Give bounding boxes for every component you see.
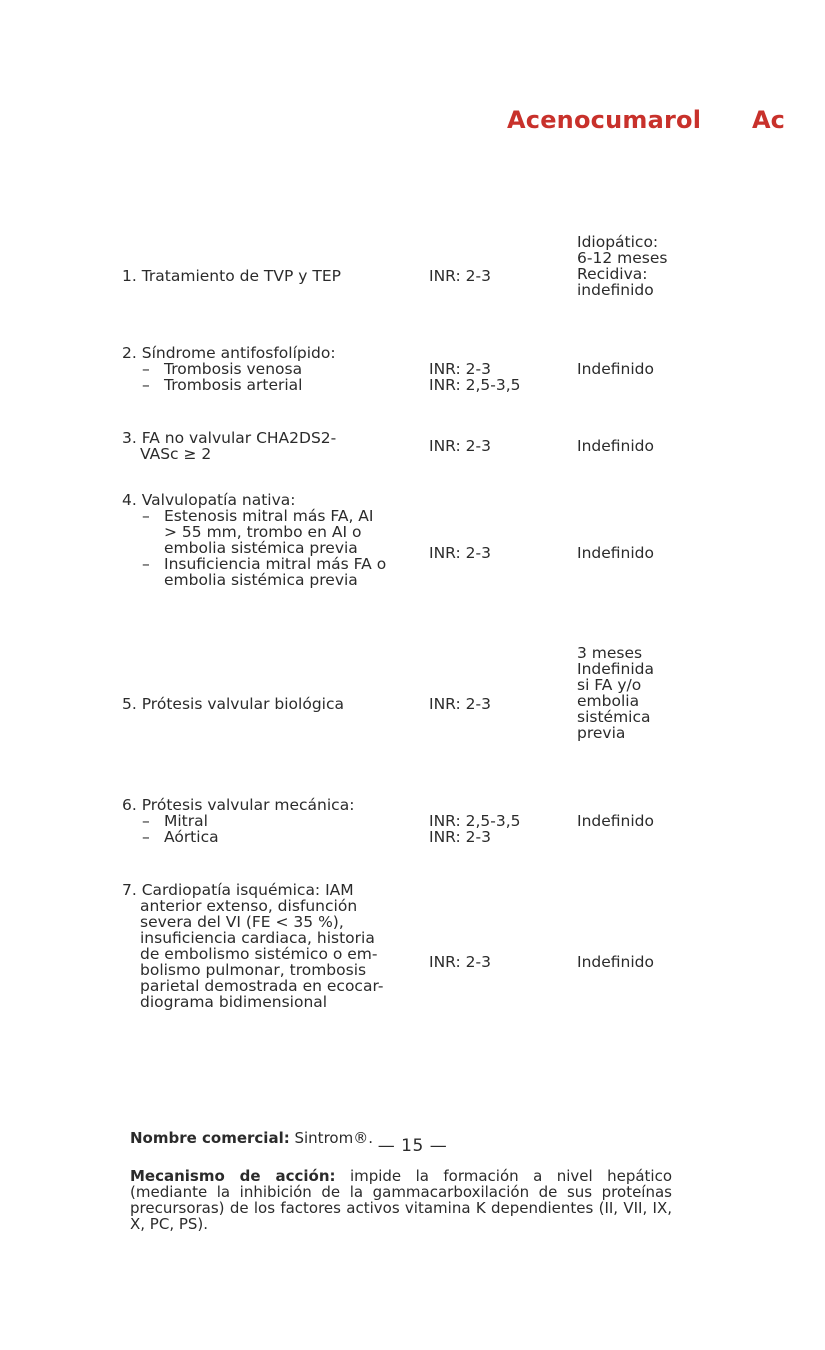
indication-line: anterior extenso, disfunción [140,897,358,915]
mechanism-paragraph [130,1168,672,1232]
indication-line: parietal demostrada en ecocar- [140,977,384,995]
duration-line: Indefinido [577,812,654,830]
sub-item: – Insuficiencia mitral más FA o [142,555,387,573]
duration-cell [577,361,687,377]
sub-item-continuation: > 55 mm, trombo en AI o [164,523,362,541]
mechanism-text: impide la formación a nivel hepático (mediante la inhibición de la gammacarboxilación de sus proteínas precursoras) de los factores activos vitamina K dependientes (II, VII, IX, X, PC, PS). [130,1167,672,1233]
page-number: — 15 — [377,1136,448,1156]
sub-item: – Trombosis venosa [142,360,303,378]
inr-cell [429,696,569,712]
duration-line: si FA y/o [577,676,642,694]
inr-cell [429,361,569,393]
indication-line: 6. Prótesis valvular mecánica: [122,796,355,814]
duration-line: 6-12 meses [577,249,668,267]
duration-cell [577,438,687,454]
duration-line: Indefinida [577,660,655,678]
inr-value: INR: 2-3 [429,828,491,846]
duration-line: Indefinido [577,437,654,455]
duration-line: Idiopático: [577,233,659,251]
mechanism-label: Mecanismo de acción: [130,1167,336,1185]
inr-cell [429,954,569,970]
indication-line: 7. Cardiopatía isquémica: IAM [122,881,354,899]
indication-line: severa del VI (FE < 35 %), [140,913,344,931]
inr-value: INR: 2-3 [429,267,491,285]
drug-title: Acenocumarol [507,106,702,134]
duration-cell [577,234,687,298]
indication-cell [122,492,412,588]
indication-cell [122,268,412,284]
sub-item-continuation: embolia sistémica previa [164,571,358,589]
indication-cell [122,696,412,712]
duration-line: previa [577,724,626,742]
inr-value: INR: 2,5-3,5 [429,812,521,830]
indication-line: 3. FA no valvular CHA2DS2- [122,429,337,447]
inr-cell [429,268,569,284]
sub-item: – Aórtica [142,828,219,846]
inr-value: INR: 2-3 [429,953,491,971]
duration-cell [577,954,687,970]
indication-line: 2. Síndrome antifosfolípido: [122,344,336,362]
indication-cell [122,345,412,393]
inr-value: INR: 2-3 [429,695,491,713]
sub-item: – Mitral [142,812,208,830]
indication-line: de embolismo sistémico o em- [140,945,378,963]
sub-item: – Estenosis mitral más FA, AI [142,507,374,525]
drug-code: Ac [752,106,785,134]
duration-cell [577,813,687,829]
indication-line: bolismo pulmonar, trombosis [140,961,367,979]
duration-line: Indefinido [577,360,654,378]
indication-line: insuficiencia cardiaca, historia [140,929,375,947]
inr-cell [429,545,569,561]
indication-cell [122,797,412,845]
indication-line: 5. Prótesis valvular biológica [122,695,344,713]
inr-value: INR: 2-3 [429,544,491,562]
indication-line: VASc ≥ 2 [140,445,212,463]
inr-value: INR: 2-3 [429,360,491,378]
inr-cell [429,813,569,845]
indication-cell [122,882,412,1010]
indication-line: 1. Tratamiento de TVP y TEP [122,267,341,285]
duration-line: sistémica [577,708,651,726]
duration-line: Indefinido [577,544,654,562]
sub-item-continuation: embolia sistémica previa [164,539,358,557]
duration-line: Recidiva: [577,265,648,283]
indication-line: diograma bidimensional [140,993,328,1011]
inr-value: INR: 2-3 [429,437,491,455]
sub-item: – Trombosis arterial [142,376,303,394]
duration-line: Indefinido [577,953,654,971]
duration-line: indefinido [577,281,654,299]
brand-label: Nombre comercial: [130,1129,290,1147]
inr-value: INR: 2,5-3,5 [429,376,521,394]
brand-value: Sintrom®. [289,1129,373,1147]
duration-line: 3 meses [577,644,643,662]
duration-cell [577,545,687,561]
duration-line: embolia [577,692,640,710]
indication-cell [122,430,412,462]
indication-line: 4. Valvulopatía nativa: [122,491,296,509]
duration-cell [577,645,687,741]
inr-cell [429,438,569,454]
